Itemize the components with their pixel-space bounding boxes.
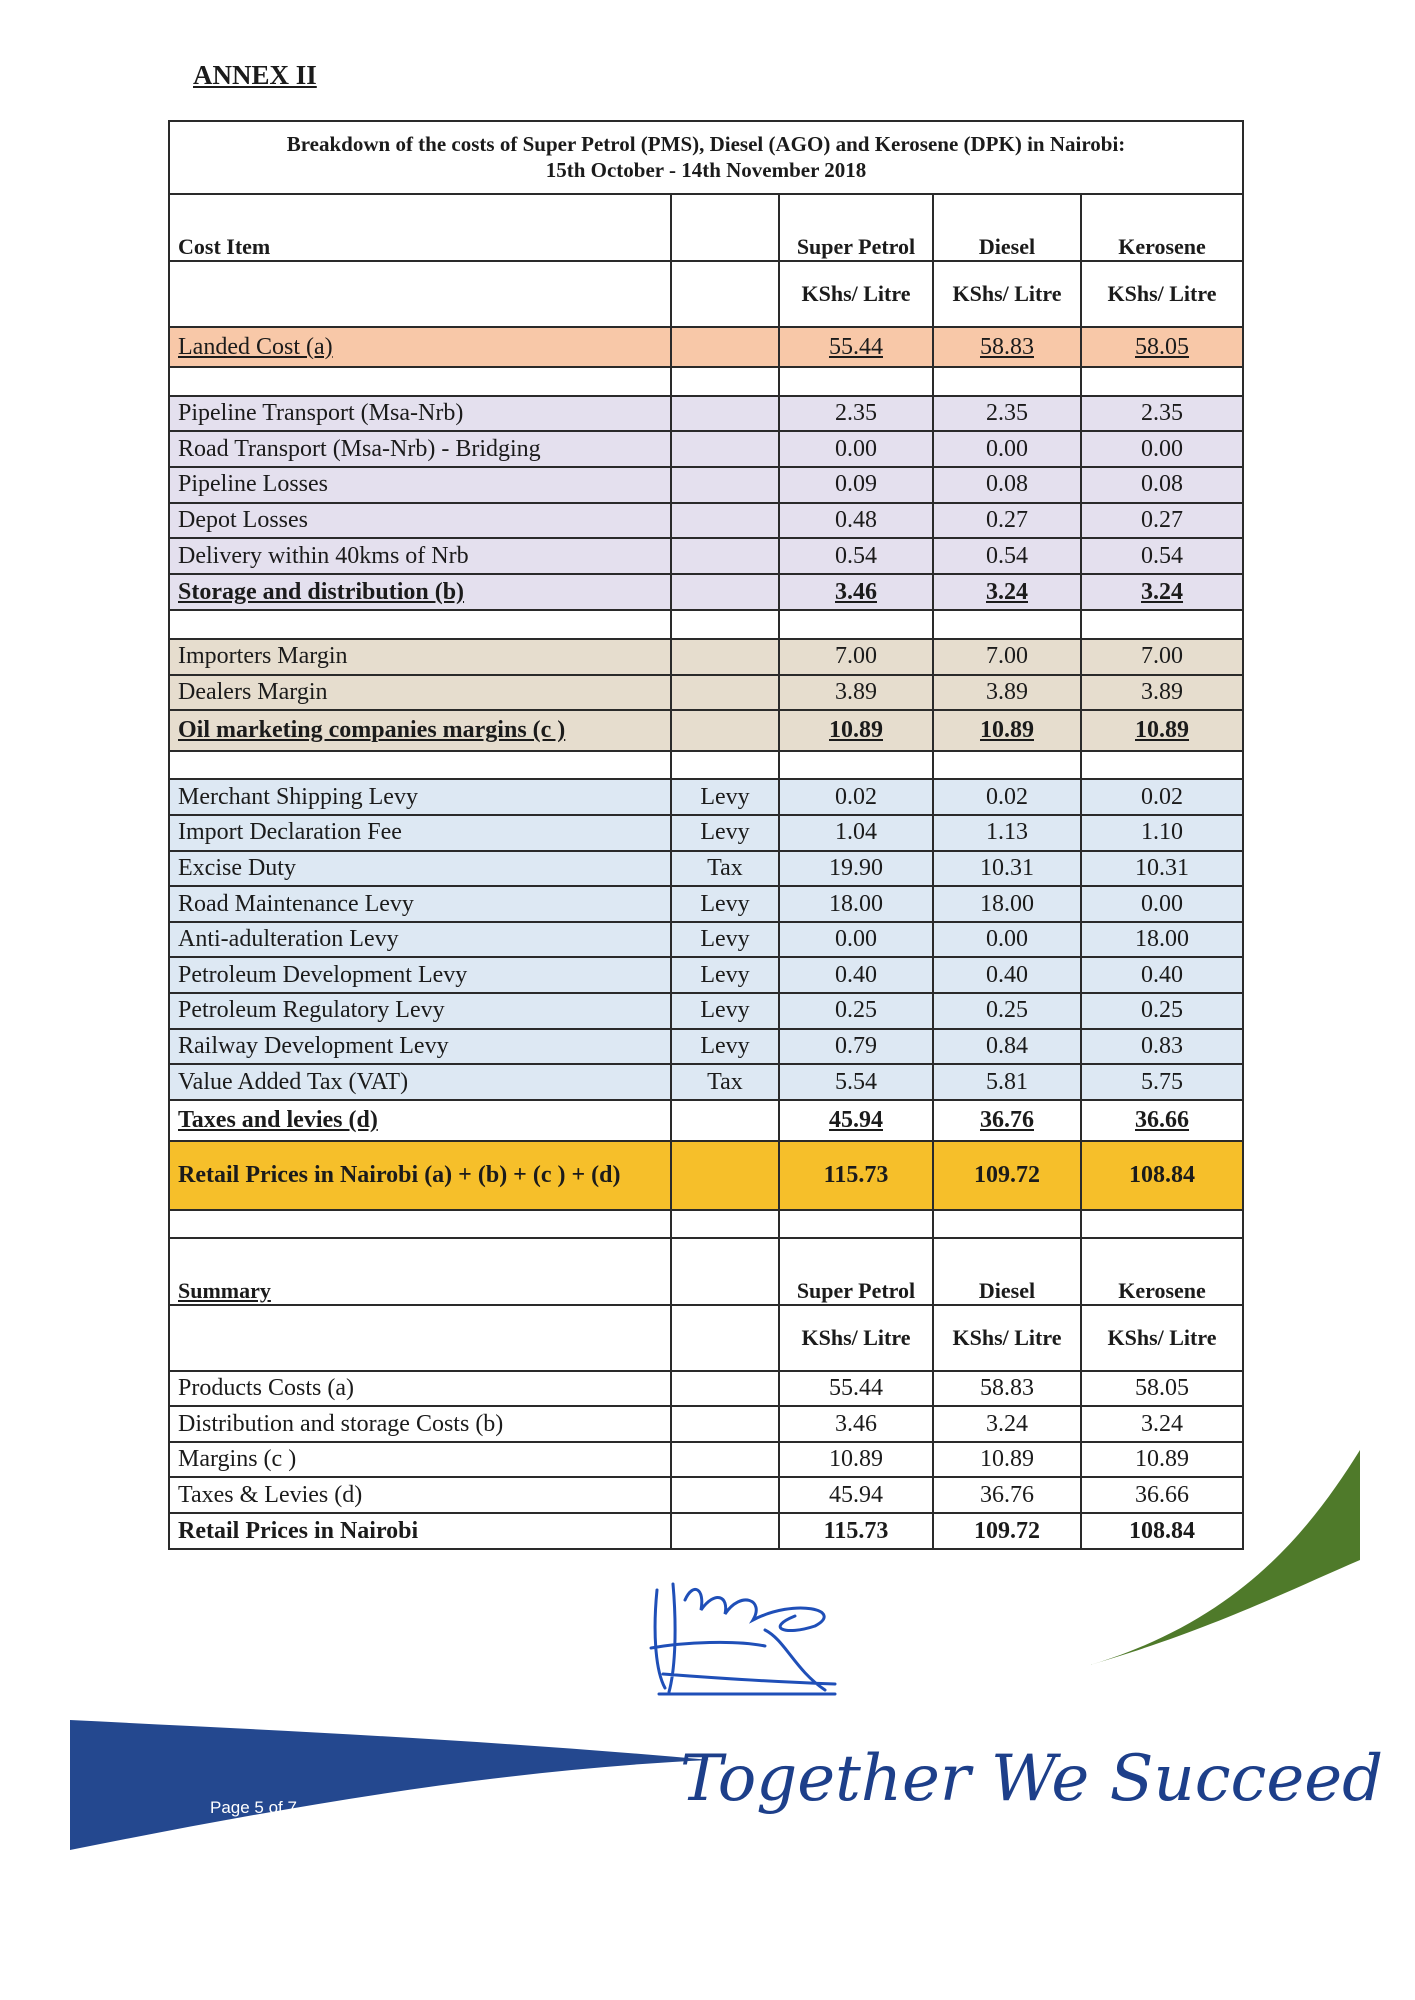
landed-cost-row-value-text: 55.44 — [829, 333, 883, 360]
main-header-col2: Diesel — [933, 194, 1081, 261]
storage-total-row-value-text: 3.46 — [835, 578, 877, 605]
storage-row-value: 0.00 — [1081, 431, 1243, 467]
margin-total-row-value-text: 10.89 — [829, 717, 883, 744]
tax-row — [169, 922, 1243, 958]
footer-band-graphic — [70, 1720, 710, 1850]
tax-row-value: 18.00 — [779, 886, 933, 922]
summary-total-row-label-text: Retail Prices in Nairobi — [178, 1517, 419, 1544]
cost-breakdown-table-wrapper — [168, 120, 1242, 1550]
storage-row — [169, 467, 1243, 503]
margin-total-row-value-text: 10.89 — [980, 717, 1034, 744]
storage-row-value: 0.54 — [779, 538, 933, 574]
spacer-row — [169, 1210, 1243, 1238]
margin-row-value: 3.89 — [779, 675, 933, 711]
slogan: Together We Succeed — [680, 1742, 1384, 1816]
summary-row-type — [671, 1442, 779, 1478]
summary-row-label: Products Costs (a) — [169, 1371, 671, 1407]
tax-row-type: Levy — [671, 993, 779, 1029]
tax-row-value: 0.00 — [779, 922, 933, 958]
tax-row-value: 1.04 — [779, 815, 933, 851]
summary-row-value: 55.44 — [779, 1371, 933, 1407]
tax-row-type: Tax — [671, 1064, 779, 1100]
summary-total-row-label — [169, 1513, 671, 1549]
storage-row-type — [671, 467, 779, 503]
summary-total-row-value — [779, 1513, 933, 1549]
margin-total-row-value — [933, 710, 1081, 751]
main-header-unit-label-blank — [169, 261, 671, 326]
spacer-row-cell — [671, 610, 779, 638]
tax-row-value: 0.40 — [933, 957, 1081, 993]
summary-header-row2 — [169, 1305, 1243, 1370]
storage-row-type — [671, 431, 779, 467]
spacer-row-cell — [169, 751, 671, 779]
spacer-row-cell — [169, 1210, 671, 1238]
storage-row-value: 0.08 — [933, 467, 1081, 503]
summary-row-type — [671, 1371, 779, 1407]
main-header-label: Cost Item — [169, 194, 671, 261]
storage-row-value: 0.54 — [933, 538, 1081, 574]
tax-row-type: Levy — [671, 815, 779, 851]
storage-total-row-value — [779, 574, 933, 611]
retail-price-row-value-text: 108.84 — [1129, 1161, 1196, 1188]
signature-image — [645, 1570, 875, 1710]
storage-row-value: 2.35 — [933, 396, 1081, 432]
tax-row-label: Excise Duty — [169, 851, 671, 887]
tax-row-type: Levy — [671, 922, 779, 958]
margin-total-row-value-text: 10.89 — [1135, 717, 1190, 744]
tax-row-value: 0.40 — [779, 957, 933, 993]
tax-total-row-value-text: 36.76 — [980, 1106, 1034, 1133]
storage-row-label: Delivery within 40kms of Nrb — [169, 538, 671, 574]
storage-row-type — [671, 538, 779, 574]
tax-row-value: 0.00 — [1081, 886, 1243, 922]
tax-total-row-value — [933, 1100, 1081, 1141]
summary-total-row-type — [671, 1513, 779, 1549]
tax-row — [169, 1064, 1243, 1100]
spacer-row-cell — [671, 367, 779, 395]
annex-title: ANNEX II — [193, 60, 317, 90]
summary-header-unit-label-blank — [169, 1305, 671, 1370]
summary-total-row — [169, 1513, 1243, 1549]
storage-row-label: Road Transport (Msa-Nrb) - Bridging — [169, 431, 671, 467]
summary-header-label — [169, 1238, 671, 1305]
summary-row-value: 3.24 — [1081, 1406, 1243, 1442]
tax-row-type: Levy — [671, 779, 779, 815]
spacer-row-cell — [1081, 367, 1243, 395]
tax-total-row-type — [671, 1100, 779, 1141]
spacer-row-cell — [169, 610, 671, 638]
spacer-row-cell — [671, 1210, 779, 1238]
summary-row — [169, 1406, 1243, 1442]
summary-row-value: 58.83 — [933, 1371, 1081, 1407]
tax-row — [169, 779, 1243, 815]
storage-total-row — [169, 574, 1243, 611]
landed-cost-row-value-text: 58.83 — [980, 333, 1034, 360]
tax-row-value: 19.90 — [779, 851, 933, 887]
tax-row-value: 1.10 — [1081, 815, 1243, 851]
main-header-unit-blank — [671, 261, 779, 326]
tax-row-value: 0.02 — [1081, 779, 1243, 815]
page-number: Page 5 of 7 — [210, 1798, 297, 1817]
tax-row-value: 5.81 — [933, 1064, 1081, 1100]
summary-header-col2: Diesel — [933, 1238, 1081, 1305]
retail-price-row-value — [933, 1141, 1081, 1210]
margin-row — [169, 675, 1243, 711]
tax-row-type: Tax — [671, 851, 779, 887]
storage-row-value: 0.27 — [1081, 503, 1243, 539]
tax-row-value: 0.83 — [1081, 1029, 1243, 1065]
tax-total-row-value — [779, 1100, 933, 1141]
summary-row-value: 45.94 — [779, 1477, 933, 1513]
tax-total-row-label-text: Taxes and levies (d) — [178, 1106, 378, 1133]
tax-row — [169, 815, 1243, 851]
main-header-blank — [671, 194, 779, 261]
tax-total-row-value-text: 45.94 — [829, 1106, 883, 1133]
tax-row-value: 0.79 — [779, 1029, 933, 1065]
storage-row-value: 2.35 — [1081, 396, 1243, 432]
main-header-unit: KShs/ Litre — [933, 261, 1081, 326]
table-title-row — [169, 121, 1243, 194]
summary-header-label-text: Summary — [178, 1278, 271, 1303]
summary-row-value: 10.89 — [1081, 1442, 1243, 1478]
tax-row-value: 0.00 — [933, 922, 1081, 958]
summary-row-value: 58.05 — [1081, 1371, 1243, 1407]
summary-row-value: 36.76 — [933, 1477, 1081, 1513]
storage-row-value: 0.48 — [779, 503, 933, 539]
margin-row — [169, 639, 1243, 675]
landed-cost-row-value — [1081, 327, 1243, 368]
tax-row-label: Anti-adulteration Levy — [169, 922, 671, 958]
tax-total-row-label — [169, 1100, 671, 1141]
retail-price-row-label — [169, 1141, 671, 1210]
retail-price-row-value — [779, 1141, 933, 1210]
retail-price-row-value-text: 109.72 — [974, 1161, 1040, 1188]
summary-row-value: 3.46 — [779, 1406, 933, 1442]
tax-row-label: Petroleum Regulatory Levy — [169, 993, 671, 1029]
summary-header-col1: Super Petrol — [779, 1238, 933, 1305]
tax-row-type: Levy — [671, 957, 779, 993]
spacer-row-cell — [1081, 610, 1243, 638]
summary-row-value: 3.24 — [933, 1406, 1081, 1442]
margin-row-value: 3.89 — [933, 675, 1081, 711]
tax-row-value: 5.54 — [779, 1064, 933, 1100]
margin-total-row-label — [169, 710, 671, 751]
spacer-row — [169, 751, 1243, 779]
landed-cost-row-type — [671, 327, 779, 368]
tax-row — [169, 886, 1243, 922]
cost-table-body — [169, 121, 1243, 1549]
storage-row-value: 0.27 — [933, 503, 1081, 539]
margin-row-label: Dealers Margin — [169, 675, 671, 711]
storage-total-row-value — [933, 574, 1081, 611]
storage-row-value: 0.08 — [1081, 467, 1243, 503]
retail-price-row-type — [671, 1141, 779, 1210]
spacer-row — [169, 610, 1243, 638]
main-header-col3: Kerosene — [1081, 194, 1243, 261]
summary-row-type — [671, 1406, 779, 1442]
tax-total-row-value-text: 36.66 — [1135, 1106, 1190, 1133]
table-title — [169, 121, 1243, 194]
spacer-row-cell — [779, 1210, 933, 1238]
summary-row-value: 10.89 — [779, 1442, 933, 1478]
summary-row — [169, 1371, 1243, 1407]
summary-total-row-value — [933, 1513, 1081, 1549]
spacer-row-cell — [169, 367, 671, 395]
main-header-row1 — [169, 194, 1243, 261]
tax-row-value: 0.02 — [779, 779, 933, 815]
margin-row-value: 7.00 — [779, 639, 933, 675]
retail-price-row-value-text: 115.73 — [823, 1161, 889, 1188]
summary-total-row-value-text: 108.84 — [1129, 1517, 1196, 1544]
summary-header-unit-blank — [671, 1305, 779, 1370]
spacer-row-cell — [933, 367, 1081, 395]
spacer-row-cell — [933, 610, 1081, 638]
summary-total-row-value-text: 109.72 — [974, 1517, 1040, 1544]
margin-row-type — [671, 639, 779, 675]
summary-header-row1 — [169, 1238, 1243, 1305]
summary-header-unit: KShs/ Litre — [933, 1305, 1081, 1370]
margin-row-value: 7.00 — [933, 639, 1081, 675]
margin-total-row-type — [671, 710, 779, 751]
main-header-col1: Super Petrol — [779, 194, 933, 261]
storage-total-row-type — [671, 574, 779, 611]
landed-cost-row-value — [933, 327, 1081, 368]
summary-row-label: Distribution and storage Costs (b) — [169, 1406, 671, 1442]
margin-total-row-label-text: Oil marketing companies margins (c ) — [178, 717, 566, 744]
summary-header-unit: KShs/ Litre — [779, 1305, 933, 1370]
retail-price-row — [169, 1141, 1243, 1210]
storage-row-label: Depot Losses — [169, 503, 671, 539]
tax-row — [169, 1029, 1243, 1065]
tax-row-value: 18.00 — [933, 886, 1081, 922]
tax-row-label: Road Maintenance Levy — [169, 886, 671, 922]
landed-cost-row-label — [169, 327, 671, 368]
tax-row — [169, 957, 1243, 993]
spacer-row-cell — [933, 751, 1081, 779]
cost-breakdown-table — [168, 120, 1244, 1550]
tax-total-row — [169, 1100, 1243, 1141]
summary-header-unit: KShs/ Litre — [1081, 1305, 1243, 1370]
tax-row-type: Levy — [671, 886, 779, 922]
storage-total-row-label-text: Storage and distribution (b) — [178, 578, 465, 605]
storage-row-value: 0.00 — [933, 431, 1081, 467]
storage-total-row-label — [169, 574, 671, 611]
storage-row-value: 0.00 — [779, 431, 933, 467]
summary-header-blank — [671, 1238, 779, 1305]
margin-total-row-value — [1081, 710, 1243, 751]
margin-row-value: 7.00 — [1081, 639, 1243, 675]
tax-row — [169, 851, 1243, 887]
summary-total-row-value-text: 115.73 — [823, 1517, 889, 1544]
spacer-row-cell — [779, 367, 933, 395]
margin-row-type — [671, 675, 779, 711]
storage-row-type — [671, 396, 779, 432]
retail-price-row-value — [1081, 1141, 1243, 1210]
storage-row-value: 0.54 — [1081, 538, 1243, 574]
landed-cost-row-value-text: 58.05 — [1135, 333, 1190, 360]
storage-row — [169, 538, 1243, 574]
tax-row-value: 0.25 — [779, 993, 933, 1029]
spacer-row-cell — [1081, 1210, 1243, 1238]
summary-row-type — [671, 1477, 779, 1513]
margin-row-label: Importers Margin — [169, 639, 671, 675]
tax-row-label: Import Declaration Fee — [169, 815, 671, 851]
tax-row-value: 0.40 — [1081, 957, 1243, 993]
landed-cost-row-label-text: Landed Cost (a) — [178, 333, 333, 360]
tax-row-value: 0.02 — [933, 779, 1081, 815]
storage-total-row-value-text: 3.24 — [1141, 578, 1184, 605]
tax-row-value: 10.31 — [933, 851, 1081, 887]
tax-total-row-value — [1081, 1100, 1243, 1141]
main-header-unit: KShs/ Litre — [1081, 261, 1243, 326]
storage-row-value: 2.35 — [779, 396, 933, 432]
landed-cost-row-value — [779, 327, 933, 368]
tax-row-value: 10.31 — [1081, 851, 1243, 887]
summary-row-value: 36.66 — [1081, 1477, 1243, 1513]
summary-row-value: 10.89 — [933, 1442, 1081, 1478]
spacer-row — [169, 367, 1243, 395]
storage-row-label: Pipeline Losses — [169, 467, 671, 503]
tax-row-label: Petroleum Development Levy — [169, 957, 671, 993]
storage-total-row-value-text: 3.24 — [986, 578, 1028, 605]
spacer-row-cell — [779, 751, 933, 779]
tax-row-value: 0.25 — [1081, 993, 1243, 1029]
storage-row-label: Pipeline Transport (Msa-Nrb) — [169, 396, 671, 432]
spacer-row-cell — [933, 1210, 1081, 1238]
spacer-row-cell — [1081, 751, 1243, 779]
tax-row-value: 0.84 — [933, 1029, 1081, 1065]
storage-row-type — [671, 503, 779, 539]
margin-total-row-value — [779, 710, 933, 751]
summary-header-col3: Kerosene — [1081, 1238, 1243, 1305]
tax-row-type: Levy — [671, 1029, 779, 1065]
spacer-row-cell — [671, 751, 779, 779]
summary-row — [169, 1477, 1243, 1513]
tax-row-label: Merchant Shipping Levy — [169, 779, 671, 815]
landed-cost-row — [169, 327, 1243, 368]
main-header-row2 — [169, 261, 1243, 326]
tax-row — [169, 993, 1243, 1029]
tax-row-label: Railway Development Levy — [169, 1029, 671, 1065]
storage-row — [169, 431, 1243, 467]
storage-row — [169, 396, 1243, 432]
tax-row-label: Value Added Tax (VAT) — [169, 1064, 671, 1100]
spacer-row-cell — [779, 610, 933, 638]
margin-total-row — [169, 710, 1243, 751]
tax-row-value: 1.13 — [933, 815, 1081, 851]
storage-total-row-value — [1081, 574, 1243, 611]
table-title-line2: 15th October - 14th November 2018 — [545, 157, 867, 182]
storage-row-value: 0.09 — [779, 467, 933, 503]
storage-row — [169, 503, 1243, 539]
summary-row — [169, 1442, 1243, 1478]
tax-row-value: 5.75 — [1081, 1064, 1243, 1100]
margin-row-value: 3.89 — [1081, 675, 1243, 711]
main-header-unit: KShs/ Litre — [779, 261, 933, 326]
retail-price-row-label-text: Retail Prices in Nairobi (a) + (b) + (c ) + (d) — [178, 1161, 621, 1188]
table-title-line1: Breakdown of the costs of Super Petrol (PMS), Diesel (AGO) and Kerosene (DPK) in Nairobi: — [286, 132, 1126, 157]
tax-row-value: 18.00 — [1081, 922, 1243, 958]
summary-row-label: Margins (c ) — [169, 1442, 671, 1478]
green-swoosh-graphic — [1090, 1450, 1360, 1670]
summary-row-label: Taxes & Levies (d) — [169, 1477, 671, 1513]
tax-row-value: 0.25 — [933, 993, 1081, 1029]
